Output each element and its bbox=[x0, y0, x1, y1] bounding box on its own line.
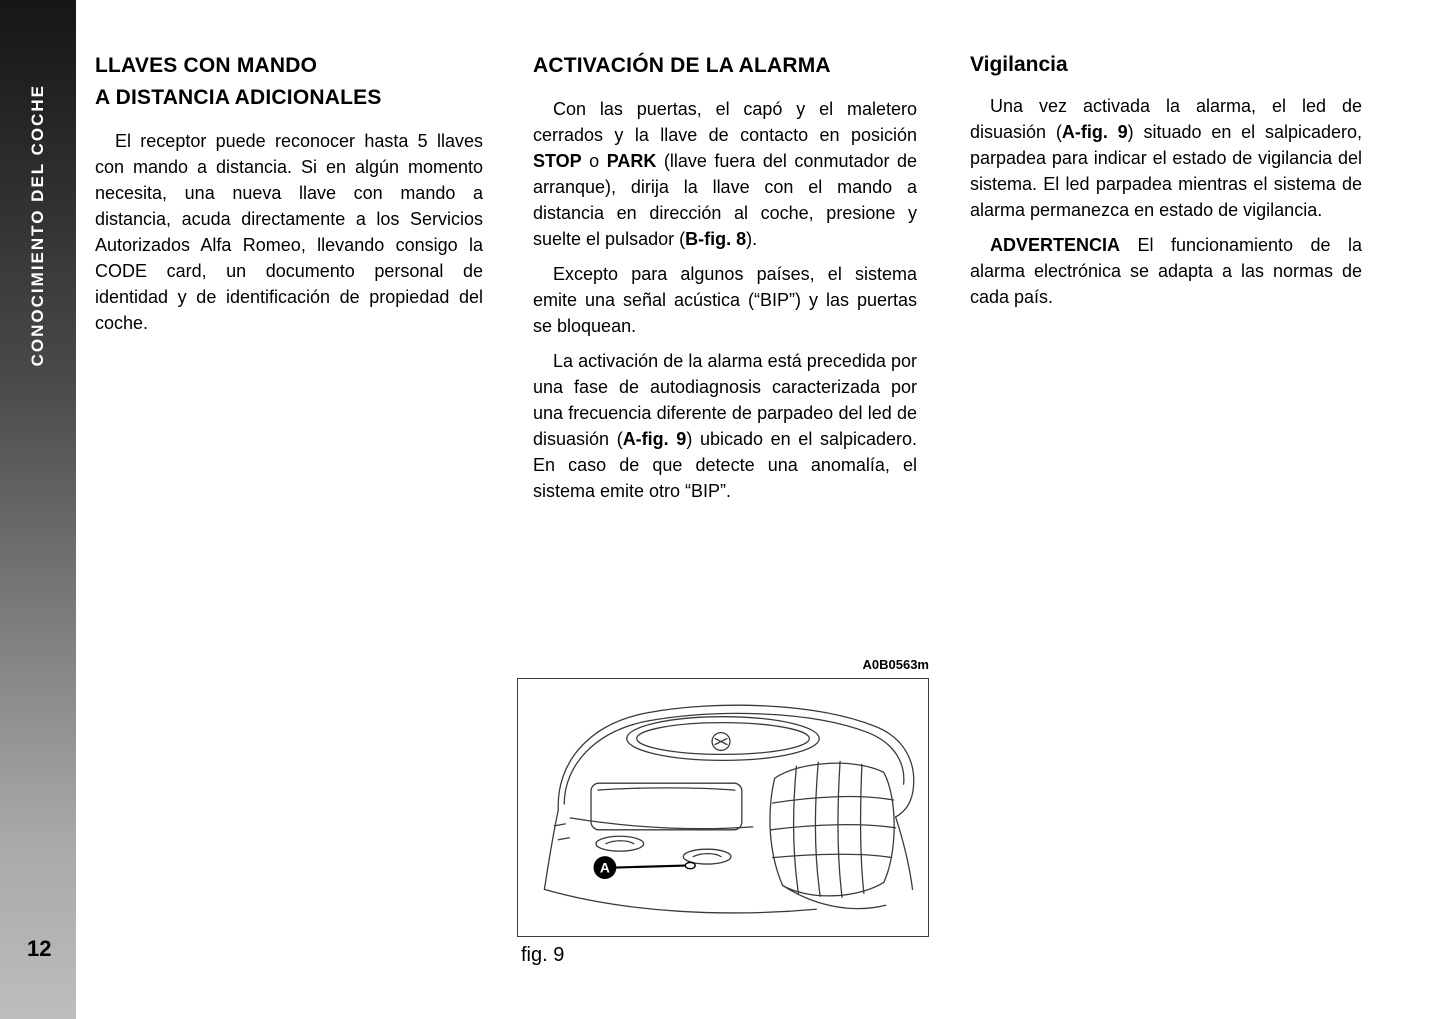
chapter-title-vertical: CONOCIMIENTO DEL COCHE bbox=[28, 83, 47, 367]
section-heading-vigilance: Vigilancia bbox=[970, 53, 1068, 76]
column-vigilance bbox=[970, 50, 1362, 319]
paragraph-bip: Excepto para algunos países, el sistema emite una señal acústica (“BIP”) y las puertas se bloquean. bbox=[533, 264, 917, 336]
paragraph-receiver: El receptor puede reconocer hasta 5 llaves con mando a distancia. Si en algún momento necesita, una nueva llave con mando a distancia, acuda directamente a los Servicios Autorizados Alfa Romeo, llevando consigo la CODE card, un documento personal de identidad y de identificación de propiedad del coche. bbox=[95, 131, 483, 333]
text-segment: La activación de la alarma está precedida por una fase de autodiagnosis caracterizada por una frecuencia diferente de parpadeo del led de disuasión ( bbox=[533, 351, 917, 449]
column-keys bbox=[95, 50, 483, 345]
callout-a bbox=[594, 856, 696, 879]
column-alarm-activation bbox=[533, 50, 917, 513]
text-segment: (llave fuera del conmutador de arranque), dirija la llave con el mando a distancia en dirección al coche, presione y suelte el pulsador ( bbox=[533, 151, 917, 249]
page-number: 12 bbox=[27, 936, 52, 961]
warning-label: ADVERTENCIA bbox=[990, 235, 1121, 255]
dashboard-illustration bbox=[518, 679, 928, 936]
figure-reference-a-fig-9: A-fig. 9 bbox=[622, 429, 687, 449]
text-segment-park: PARK bbox=[606, 151, 657, 171]
text-segment: ) situado en el salpicadero, parpadea para indicar el estado de vigilancia del sistema. El led parpadea mientras el sistema de alarma permanezca en estado de vigilancia. bbox=[970, 122, 1363, 220]
text-segment: El funcionamiento de la alarma electrónica se adapta a las normas de cada país. bbox=[970, 235, 1362, 307]
paragraph-autodiagnosis bbox=[533, 348, 917, 504]
chapter-tab bbox=[0, 40, 76, 410]
figure-code: A0B0563m bbox=[862, 657, 929, 672]
figure-reference-a-fig-9: A-fig. 9 bbox=[1061, 122, 1128, 142]
section-heading-alarm: ACTIVACIÓN DE LA ALARMA bbox=[533, 54, 831, 77]
figure-reference-b-fig-8: B-fig. 8 bbox=[685, 229, 747, 249]
text-segment: o bbox=[581, 151, 607, 171]
figure-9-frame bbox=[517, 678, 929, 937]
paragraph-activation bbox=[533, 96, 917, 252]
section-heading-keys bbox=[95, 50, 483, 114]
figure-caption: fig. 9 bbox=[521, 944, 565, 966]
heading-line-2: A DISTANCIA ADICIONALES bbox=[95, 86, 382, 109]
text-segment: ) ubicado en el salpicadero. En caso de que detecte una anomalía, el sistema emite otro “BIP”. bbox=[533, 429, 918, 501]
heading-line-1: LLAVES CON MANDO bbox=[95, 54, 318, 77]
text-segment: Con las puertas, el capó y el maletero cerrados y la llave de contacto en posición bbox=[533, 99, 917, 145]
callout-a-label: A bbox=[599, 859, 610, 876]
text-segment-stop: STOP bbox=[533, 151, 582, 171]
text-segment: Una vez activada la alarma, el led de disuasión ( bbox=[970, 96, 1362, 142]
paragraph-vigilance bbox=[970, 93, 1362, 223]
paragraph-warning bbox=[970, 232, 1362, 310]
text-segment: ). bbox=[746, 229, 758, 249]
